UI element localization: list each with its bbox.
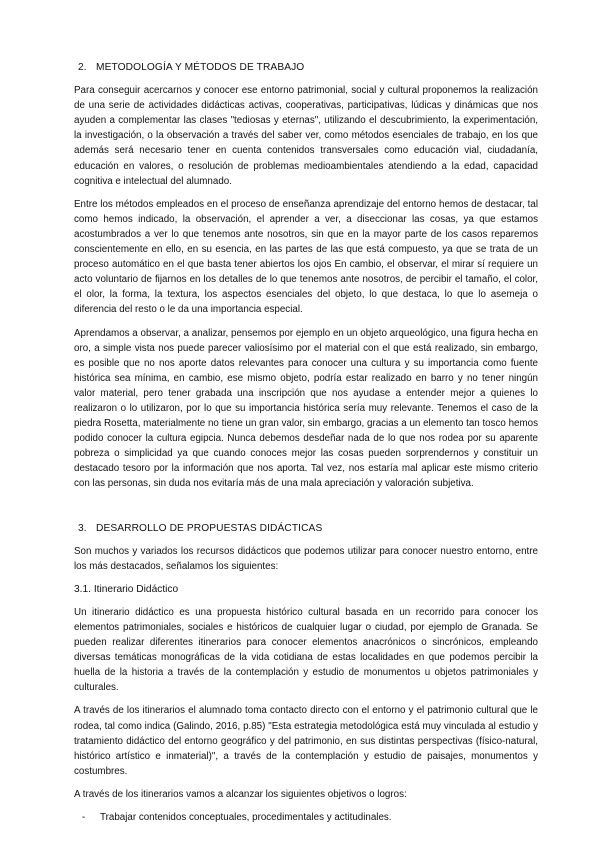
subsection-title: 3.1. Itinerario Didáctico (74, 583, 179, 595)
section-3-intro: Son muchos y variados los recursos didácticos que podemos utilizar para conocer nuestro entorno, entre los más destacados, señalamos los siguientes: (74, 545, 538, 572)
section-2-paragraph-3: Aprendamos a observar, a analizar, pensemos por ejemplo en un objeto arqueológico, una figura hecha en oro, a simple vista nos puede parecer valiosísimo por el material con el que está realizado, sin embargo, es posible que no nos aporte datos relevantes para conocer una cultura y su importancia como fuente histórica sea mínima, en cambio, ese mismo objeto, podría estar realizado en barro y no tener ningún valor material, pero tener grabada una inscripción que nos ayudase a entender mejor a quienes lo realizaron o lo utilizaron, por lo que su importancia histórica sería muy relevante. Tenemos el caso de la piedra Rosetta, materialmente no tiene un gran valor, sin embargo, gracias a un elemento tan tosco hemos podido conocer la cultura egipcia. Nunca debemos desdeñar nada de lo que nos rodea por su aparente pobreza o simplicidad ya que cuando conoces mejor las cosas pueden sorprendernos y constituir un destacado tesoro por la información que nos aporta. Tal vez, nos estaría mal aplicar este mismo criterio con las personas, sin duda nos evitaría más de una mala apreciación y valoración subjetiva. (74, 327, 538, 490)
section-3-number: 3. (78, 522, 87, 534)
bullet-marker: - (82, 812, 86, 824)
section-3-title: DESARROLLO DE PROPUESTAS DIDÁCTICAS (96, 522, 323, 534)
section-3-paragraph-1: Un itinerario didáctico es una propuesta histórico cultural basada en un recorrido para conocer los elementos patrimoniales, sociales e históricos de cualquier lugar o ciudad, por ejemplo de Granada. Se pueden realizar diferentes itinerarios para conocer elementos anacrónicos o sincrónicos, empleando diversas temáticas monográficas de la vida cotidiana de estas localidades en que podemos percibir la huella de la historia a través de la contemplación y estudio de monumentos u objetos patrimoniales y culturales. (74, 606, 538, 694)
section-3-paragraph-3: A través de los itinerarios vamos a alcanzar los siguientes objetivos o logros: (74, 788, 407, 800)
section-3-heading (78, 521, 538, 536)
list-item (74, 810, 538, 825)
section-2-title: METODOLOGÍA Y MÉTODOS DE TRABAJO (96, 62, 305, 73)
section-2-paragraph-1: Para conseguir acercarnos y conocer ese entorno patrimonial, social y cultural proponemos la realización de una serie de actividades didácticas activas, cooperativas, participativas, lúdicas y dinámicas que nos ayuden a complementar las clases "tediosas y eternas", utilizando el descubrimiento, la experimentación, la investigación, o la observación a través del saber ver, como métodos esenciales de trabajo, en los que además será necesario tener en cuenta contenidos transversales como educación vial, ciudadanía, educación en valores, o resolución de problemas medioambientales atendiendo a la edad, capacidad cognitiva e intelectual del alumnado. (74, 85, 538, 187)
page-content (74, 60, 538, 825)
section-2-number: 2. (78, 62, 87, 73)
section-2-paragraph-2: Entre los métodos empleados en el proceso de enseñanza aprendizaje del entorno hemos de destacar, tal como hemos indicado, la observación, el aprender a ver, a diseccionar las cosas, ya que estamos acostumbrados a ver lo que tenemos ante nosotros, sin que en la mayor parte de los casos reparemos conscientemente en ello, en su esencia, en las partes de las que está compuesto, ya que se trata de un proceso automático en el que basta tener abiertos los ojos En cambio, el observar, el mirar sí requiere un acto voluntario de fijarnos en los detalles de lo que tenemos ante nosotros, de percibir el tamaño, el color, el olor, la forma, la textura, los aspectos esenciales del objeto, lo que destaca, lo que lo asemeja o diferencia del resto o le da una importancia especial. (74, 198, 538, 316)
list-item-text: Trabajar contenidos conceptuales, procedimentales y actitudinales. (100, 812, 392, 824)
objectives-list (74, 810, 538, 825)
section-2-heading (78, 60, 538, 75)
section-3-paragraph-2: A través de los itinerarios el alumnado toma contacto directo con el entorno y el patrimonio cultural que le rodea, tal como indica (Galindo, 2016, p.85) "Esta estrategia metodológica está muy vinculada al estudio y tratamiento didáctico del entorno geográfico y del patrimonio, en sus distintas perspectivas (físico-natural, histórico artístico e inmaterial)", a través de la contemplación y estudio de paisajes, monumentos y costumbres. (74, 705, 538, 777)
